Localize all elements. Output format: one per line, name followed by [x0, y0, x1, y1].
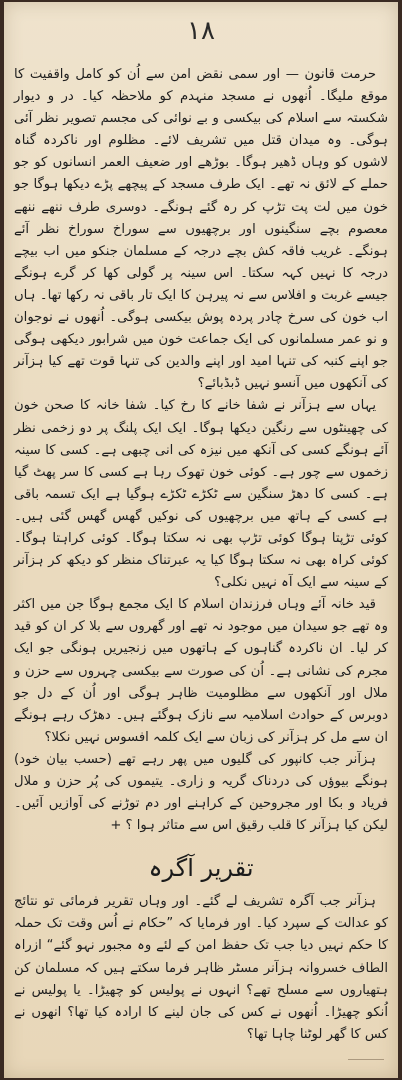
book-page	[4, 2, 398, 1078]
section-heading: تقریر آگرہ	[148, 854, 254, 883]
page-number: ۱۸	[187, 16, 215, 46]
paragraph-3: قید خانہ آئے وہاں فرزندان اسلام کا ایک مجمع ہوگا جن میں اکثر وہ تھے جو سیدان میں موجود نہ تھے اور گھروں سے بلا کر ان کو قید کر لیا۔ ان ناکردہ گناہوں کے ہاتھوں میں زنجیریں ہونگی جو ایک مجرم کی نشانی ہے۔ اُن کی صورت سے بیکسی چہروں سے حزن و ملال اور آنکھوں سے مظلومیت ظاہر ہوگی اور اُن کے دل جو دوبرس کے حوادث اسلامیہ سے نازک ہوگئے ہیں۔ دھڑک رہے ہونگے ان سے مل کر ہزآنر کی زبان سے ایک کلمہ افسوس نہیں نکلا؟	[14, 597, 388, 745]
paragraph-1: حرمت قانون — اور سمی نقض امن سے اُن کو کامل واقفیت کا موقع ملیگا۔ اُنھوں نے مسجد منہدم کو ملاحظہ کیا۔ در و دیوار شکستہ سے اسلام کی بیکسی و بے نوائی کی مجسم تصویر نظر آئی ہوگی۔ وہ میدان قتل میں تشریف لائے۔ مظلوم اور ناکردہ گناہ لاشوں کو وہاں ڈھیر ہوگا۔ بوڑھے اور ضعیف العمر انسانوں کو جو حملے کے لائق نہ تھے۔ ایک طرف مسجد کے پیچھے پڑے دیکھا ہوگا جو خون میں لت پت تڑپ کر رہ گئے ہونگے۔ دوسری طرف ننھے ننھے معصوم بچے سنگینوں اور برچھیوں سے سوراخ سوراخ نظر آئے ہونگے۔ غریب فاقہ کش بچے درجہ کے مسلمان جنکو میں اب بیچے درجہ کا نہیں کہہ سکتا۔ اس سینہ پر گولی کھا کر گرے ہونگے جیسے غربت و افلاس سے نہ پیرہن کا ایک تار باقی نہ رکھا تھا۔ ہاں اب خون کی سرخ چادر پردہ پوش بیکسی ہوگی۔ اُنھوں نے نوجوان و نو عمر مسلمانوں کی ایک جماعت خون میں شرابور دیکھی ہوگی جو اپنے کنبہ کی تنہا امید اور اپنے والدین کی تنہا قوت تھے کیا ہزآنر کی آنکھوں میں آنسو نہیں ڈبڈبائے؟	[14, 67, 388, 392]
body-text	[14, 64, 388, 1046]
paragraph-4: ہزآنر جب کانپور کی گلیوں میں پھر رہے تھے (حسب بیان خود) ہونگے بیوؤں کی دردناک گریہ و زاری۔ یتیموں کی پُر حزن و ملال فریاد و بکا اور مجروحین کے کراہنے اور دم توڑنے کی آوازیں آئیں۔ لیکن کیا ہزآنر کا قلب رقیق اس سے متاثر ہوا ؟ +	[14, 751, 388, 834]
paragraph-2: یہاں سے ہزآنر نے شفا خانے کا رخ کیا۔ شفا خانہ کا صحن خون کی چھینٹوں سے رنگین دیکھا ہوگا۔ ایک ایک پلنگ پر دو زخمی نظر آئے ہونگے کسی کی آنکھ میں نیزہ کی انی چبھی ہے۔ کسی کا سینہ زخموں سے چور ہے۔ کوئی خون تھوک رہا ہے کسی کا سر پھٹ گیا ہے۔ کسی کا دھڑ سنگین سے ٹکڑے ٹکڑے ہوگیا ہے ایک تسمہ باقی ہے کسی کے ہاتھ میں برچھیوں کی نوکیں گھس گھس گئی ہیں۔ کوئی تڑپتا ہوگا کوئی تڑپ بھی نہ سکتا ہوگا۔ کوئی کراہتا ہوگا۔ کوئی کراہ بھی نہ سکتا ہوگا کیا یہ عبرتناک منظر کو دیکھ کر ہزآنر کے سینہ سے ایک آہ نہیں نکلی؟	[14, 398, 388, 591]
page-edge-mark	[348, 1059, 384, 1068]
paragraph-5: ہزآنر جب آگرہ تشریف لے گئے۔ اور وہاں تقریر فرمائی تو نتائج کو عدالت کے سپرد کیا۔ اور فرمایا کہ ”حکام نے اُس وقت تک حملہ کا حکم نہیں دیا جب تک حفظ امن کے لئے وہ مجبور نہو گئے“ ازراہ الطاف خسروانہ ہزآنر مسٹر ظاہر فرما سکتے ہیں کہ مسلمان کن ہتھیاروں سے مسلح تھے؟ انہوں نے پولیس کو چھیڑا۔ یا پولیس نے اُنکو چھیڑا۔ اُنھوں نے کس کی جان لینے کا ارادہ کیا تھا؟ انھوں نے کس کا گھر لوٹنا چاہا تھا؟	[14, 894, 388, 1042]
